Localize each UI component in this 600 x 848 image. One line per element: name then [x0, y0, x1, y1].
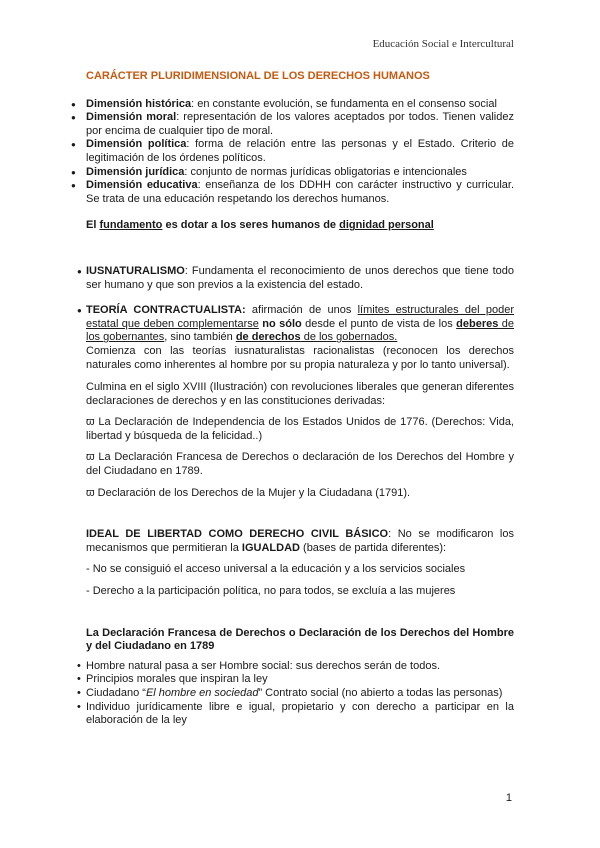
teoria-underlined: límites estructurales del poder estatal que deben complementarse [86, 304, 514, 330]
list-item [86, 687, 514, 701]
teoria-underlined: de los gobernados. [300, 331, 398, 344]
list-item [86, 660, 514, 674]
dimension-name: Dimensión jurídica [86, 165, 185, 178]
list-item [86, 179, 514, 206]
item-text: Hombre natural pasa a ser Hombre social: sus derechos serán de todos. [86, 659, 441, 672]
page-content [77, 70, 515, 728]
ideal-text: (bases de partida diferentes): [299, 541, 447, 554]
dimension-text: : conjunto de normas jurídicas obligatorias e intencionales [184, 165, 467, 178]
list-item [86, 673, 514, 687]
declaration-item: ϖ La Declaración de Independencia de los Estados Unidos de 1776. (Derechos: Vida, libertad y búsqueda de la felicidad..) [86, 416, 514, 442]
deberes-word: deberes [456, 317, 499, 330]
dimension-text: : representación de los valores aceptados por todos. Tienen validez por encima de cualquier tipo de moral. [86, 111, 514, 137]
declaracion-francesa-list [86, 660, 514, 728]
list-item [86, 98, 514, 112]
teoria-text: desde el punto de vista de los [301, 317, 457, 330]
list-item [86, 111, 514, 138]
dimensions-list [86, 98, 514, 207]
derechos-word: de derechos [235, 331, 301, 344]
item-emphasis: El hombre en sociedad [145, 687, 259, 699]
ideal-libertad [86, 528, 514, 555]
list-item [86, 701, 514, 728]
list-item [86, 138, 514, 165]
section-title: CARÁCTER PLURIDIMENSIONAL DE LOS DERECHOS HUMANOS [86, 70, 430, 82]
dimension-text: : forma de relación entre las personas y el Estado. Criterio de legitimación de los órdenes políticos. [86, 138, 515, 164]
list-item [86, 166, 514, 180]
fundamento-statement [86, 219, 514, 233]
dimension-name: Dimensión moral [86, 111, 177, 124]
teoria-underlined: de los gobernantes [86, 317, 514, 344]
bullet-icon: ● [77, 266, 82, 276]
iusnaturalismo-item [77, 264, 514, 292]
dimension-name: Dimensión educativa [86, 179, 198, 192]
item-text: Individuo jurídicamente libre e igual, propietario y con derecho a participar en la elaboración de la ley [86, 700, 514, 727]
page-number: 1 [505, 792, 512, 804]
list-item: - No se consiguió el acceso universal a la educación y a los servicios sociales [86, 563, 466, 576]
fundamento-text: El [86, 219, 100, 232]
teoria-text: , sino también [164, 331, 236, 344]
bullet-icon: ● [77, 306, 82, 316]
igualdad-word: IGUALDAD [241, 541, 300, 554]
item-text: ” Contrato social (no abierto a todas las personas) [258, 687, 503, 699]
running-header: Educación Social e Intercultural [372, 38, 514, 50]
teoria-text: afirmación de unos [245, 304, 358, 317]
dignidad-word: dignidad personal [339, 219, 434, 232]
iusnaturalismo-term: IUSNATURALISMO [86, 264, 185, 277]
fundamento-word: fundamento [99, 219, 163, 232]
ideal-term: IDEAL DE LIBERTAD COMO DERECHO CIVIL BÁSICO [86, 528, 389, 541]
paragraph: Culmina en el siglo XVIII (Ilustración) con revoluciones liberales que generan diferentes declaraciones de derechos y en las constituciones derivadas: [86, 381, 514, 407]
teoria-term: TEORÍA CONTRACTUALISTA: [86, 304, 246, 317]
dimension-text: : en constante evolución, se fundamenta en el consenso social [191, 97, 497, 110]
iusnaturalismo-text: : Fundamenta el reconocimiento de unos derechos que tiene todo ser humano y que son previos a la existencia del estado. [86, 264, 514, 291]
dimension-name: Dimensión histórica [86, 97, 192, 110]
list-item: - Derecho a la participación política, no para todos, se excluía a las mujeres [86, 585, 456, 598]
teoria-bold: no sólo [258, 317, 302, 330]
dimension-text: : enseñanza de los DDHH con carácter instructivo y curricular. Se trata de una educación respetando los derechos humanos. [86, 179, 514, 205]
declaracion-francesa-title: La Declaración Francesa de Derechos o Declaración de los Derechos del Hombre y del Ciudadano en 1789 [86, 626, 514, 653]
teoria-item [77, 304, 514, 345]
dimension-name: Dimensión política [86, 138, 187, 151]
item-text: Ciudadano “ [86, 687, 146, 699]
fundamento-text: es dotar a los seres humanos de [162, 219, 340, 232]
declaration-item: ϖ Declaración de los Derechos de la Mujer y la Ciudadana (1791). [86, 486, 411, 499]
item-text: Principios morales que inspiran la ley [86, 673, 268, 686]
paragraph: Comienza con las teorías iusnaturalistas racionalistas (reconocen los derechos naturales como inherentes al hombre por su propia naturaleza y por lo tanto universal). [86, 344, 514, 371]
declaration-item: ϖ La Declaración Francesa de Derechos o declaración de los Derechos del Hombre y del Ciudadano en 1789. [86, 451, 514, 478]
ideal-text: : No se modificaron los mecanismos que permitieran la [86, 528, 514, 554]
